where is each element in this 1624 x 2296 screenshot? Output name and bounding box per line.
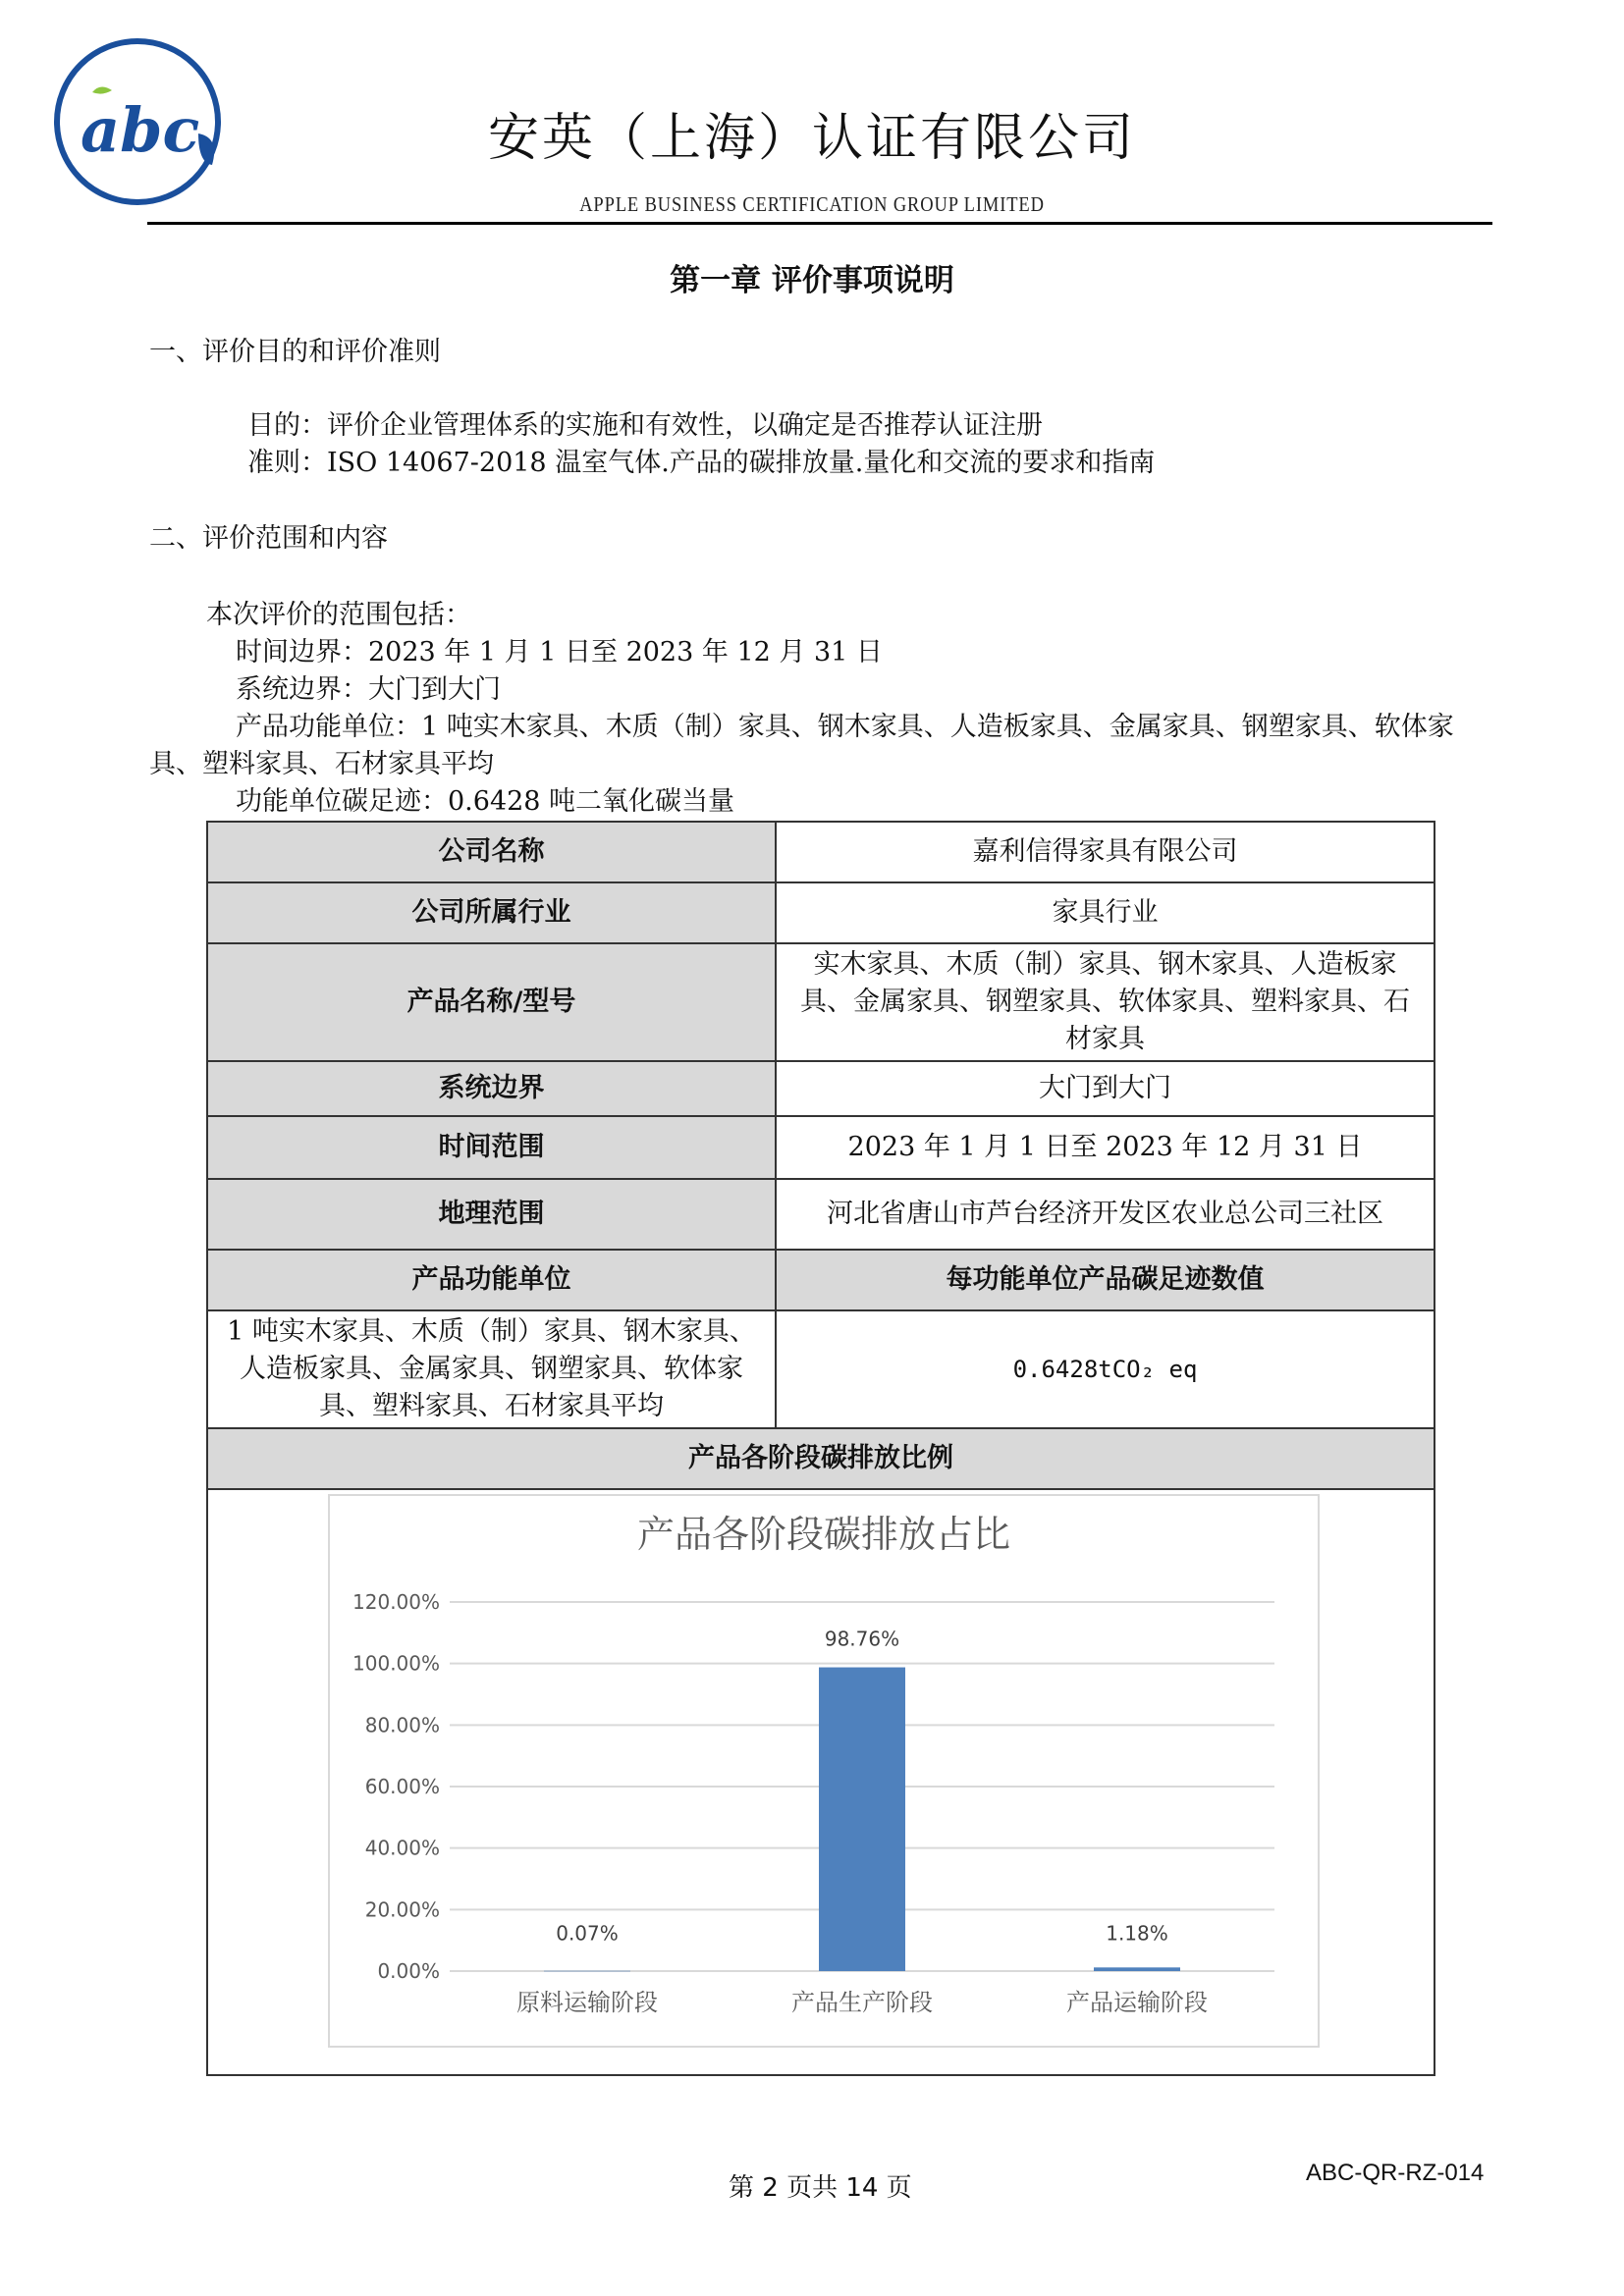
purpose-text: 目的：评价企业管理体系的实施和有效性，以确定是否推荐认证注册 [247, 410, 1043, 441]
row-value: 嘉利信得家具有限公司 [776, 822, 1435, 882]
y-tick-label: 100.00% [352, 1651, 440, 1676]
criteria-text: 准则：ISO 14067-2018 温室气体.产品的碳排放量.量化和交流的要求和指南 [247, 448, 1156, 478]
unit-footprint: 功能单位碳足迹：0.6428 吨二氧化碳当量 [236, 786, 735, 817]
table-row [207, 1116, 1435, 1179]
fu-header-right: 每功能单位产品碳足迹数值 [776, 1250, 1435, 1310]
table-row [207, 1179, 1435, 1250]
table-row [207, 1489, 1435, 2075]
data-label: 0.07% [556, 1921, 619, 1946]
row-label: 地理范围 [207, 1179, 776, 1250]
table-row [207, 1061, 1435, 1116]
section1-heading: 一、评价目的和评价准则 [149, 337, 441, 367]
y-tick-label: 40.00% [364, 1836, 440, 1860]
leaf-icon [92, 86, 112, 93]
table-row [207, 1310, 1435, 1428]
system-boundary: 系统边界：大门到大门 [236, 674, 501, 705]
y-tick-label: 0.00% [377, 1959, 440, 1983]
chart-cell [207, 1489, 1435, 2075]
chart-title: 产品各阶段碳排放占比 [636, 1513, 1011, 1556]
table-row [207, 882, 1435, 943]
chart-section-title: 产品各阶段碳排放比例 [207, 1428, 1435, 1489]
evaluation-summary-table [206, 821, 1435, 2076]
page-number: 第 2 页共 14 页 [729, 2173, 912, 2203]
row-label: 公司名称 [207, 822, 776, 882]
y-tick-label: 80.00% [364, 1713, 440, 1737]
document-code: ABC-QR-RZ-014 [1306, 2160, 1485, 2186]
row-value: 大门到大门 [776, 1061, 1435, 1116]
y-tick-label: 20.00% [364, 1897, 440, 1922]
header-divider [147, 222, 1492, 225]
table-row [207, 822, 1435, 882]
bar [544, 1971, 630, 1972]
svg-text:abc: abc [81, 94, 200, 166]
x-tick-label: 产品运输阶段 [1066, 1989, 1208, 2016]
time-boundary: 时间边界：2023 年 1 月 1 日至 2023 年 12 月 31 日 [236, 637, 883, 667]
x-tick-label: 原料运输阶段 [516, 1989, 658, 2016]
functional-unit: 产品功能单位：1 吨实木家具、木质（制）家具、钢木家具、人造板家具、金属家具、钢塑家具、软体家具、塑料家具、石材家具平均 [149, 712, 1454, 779]
scope-intro: 本次评价的范围包括： [206, 600, 471, 630]
company-name-en: APPLE BUSINESS CERTIFICATION GROUP LIMITED [579, 192, 1045, 216]
table-row [207, 943, 1435, 1061]
chapter-title: 第一章 评价事项说明 [670, 263, 954, 298]
fu-value-left: 1 吨实木家具、木质（制）家具、钢木家具、人造板家具、金属家具、钢塑家具、软体家具、塑料家具、石材家具平均 [207, 1310, 776, 1428]
company-name-cn: 安英（上海）认证有限公司 [487, 109, 1136, 168]
row-label: 产品名称/型号 [207, 943, 776, 1061]
table-row [207, 1250, 1435, 1310]
data-label: 98.76% [824, 1627, 900, 1651]
row-value: 家具行业 [776, 882, 1435, 943]
row-value: 实木家具、木质（制）家具、钢木家具、人造板家具、金属家具、钢塑家具、软体家具、塑料家具、石材家具 [776, 943, 1435, 1061]
fu-value-right: 0.6428tCO₂ eq [776, 1310, 1435, 1428]
bar [819, 1668, 905, 1971]
bar-chart [328, 1494, 1320, 2048]
row-label: 系统边界 [207, 1061, 776, 1116]
fu-header-left: 产品功能单位 [207, 1250, 776, 1310]
x-tick-label: 产品生产阶段 [791, 1989, 933, 2016]
row-label: 时间范围 [207, 1116, 776, 1179]
chart-svg [330, 1496, 1318, 2046]
row-value: 2023 年 1 月 1 日至 2023 年 12 月 31 日 [776, 1116, 1435, 1179]
section2-heading: 二、评价范围和内容 [149, 523, 388, 554]
y-tick-label: 60.00% [364, 1775, 440, 1798]
row-value: 河北省唐山市芦台经济开发区农业总公司三社区 [776, 1179, 1435, 1250]
table-row [207, 1428, 1435, 1489]
data-label: 1.18% [1106, 1921, 1168, 1946]
y-tick-label: 120.00% [352, 1590, 440, 1614]
bar [1094, 1967, 1180, 1971]
row-label: 公司所属行业 [207, 882, 776, 943]
